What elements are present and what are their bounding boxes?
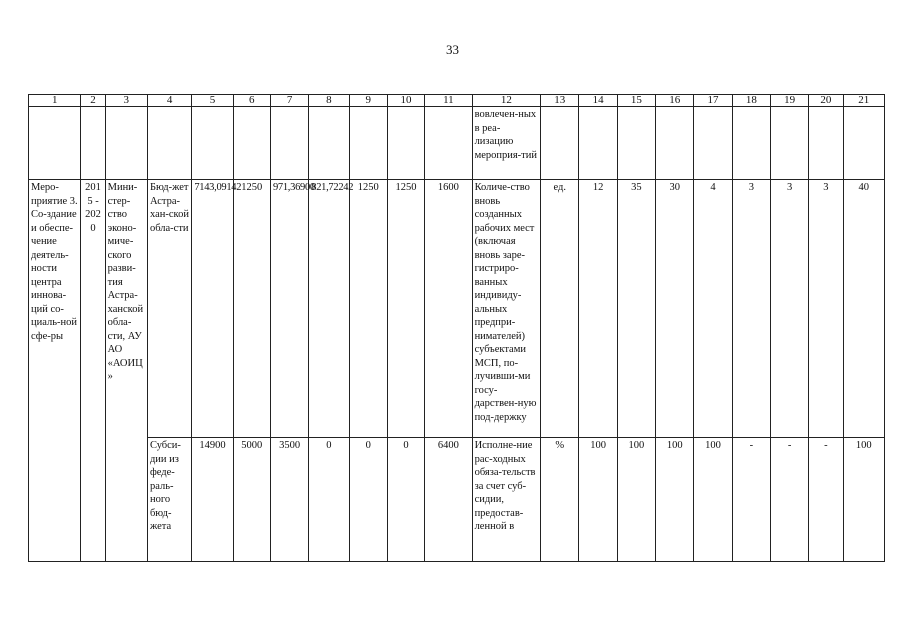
amount-cell: 14900 xyxy=(192,438,233,562)
amount-cell: 0 xyxy=(349,438,387,562)
header-cell: 14 xyxy=(579,95,617,107)
header-cell: 3 xyxy=(105,95,147,107)
table-cell xyxy=(770,107,808,180)
table-cell xyxy=(387,107,424,180)
value-cell: 100 xyxy=(656,438,694,562)
value-cell: 3 xyxy=(732,180,770,438)
table-cell xyxy=(617,107,655,180)
amount-cell: 5000 xyxy=(233,438,270,562)
header-cell: 7 xyxy=(270,95,308,107)
amount-cell: 1250 xyxy=(233,180,270,438)
table-row xyxy=(29,438,885,562)
table-cell xyxy=(105,107,147,180)
header-cell: 16 xyxy=(656,95,694,107)
amount-cell: 1250 xyxy=(387,180,424,438)
program-table xyxy=(28,94,885,562)
header-cell: 15 xyxy=(617,95,655,107)
table-cell xyxy=(309,107,349,180)
value-cell: - xyxy=(732,438,770,562)
indicator-text: Количе-ство вновь созданных рабочих мест (включая вновь заре-гистриро-ванных индивиду-альных предпри-нимателей) субъектами МСП, по-лучивши-ми госу-дарствен-ную под-держку xyxy=(472,180,541,438)
header-cell: 8 xyxy=(309,95,349,107)
value-cell: 100 xyxy=(617,438,655,562)
value-cell: - xyxy=(770,438,808,562)
header-cell: 21 xyxy=(843,95,884,107)
table-cell xyxy=(192,107,233,180)
value-cell: 3 xyxy=(809,180,843,438)
table-row xyxy=(29,180,885,438)
indicator-text: вовлечен-ных в реа-лизацию мероприя-тий xyxy=(472,107,541,180)
value-cell: 12 xyxy=(579,180,617,438)
amount-cell: 1250 xyxy=(349,180,387,438)
header-cell: 18 xyxy=(732,95,770,107)
unit-cell: ед. xyxy=(541,180,579,438)
value-cell: 30 xyxy=(656,180,694,438)
header-cell: 4 xyxy=(147,95,191,107)
header-cell: 1 xyxy=(29,95,81,107)
value-cell: - xyxy=(809,438,843,562)
executor-cell: Мини-стер-ство эконо-миче-ского разви-тия Астра-ханской обла-сти, АУ АО «АОИЦ» xyxy=(105,180,147,562)
header-cell: 6 xyxy=(233,95,270,107)
header-row xyxy=(29,95,885,107)
table-cell xyxy=(349,107,387,180)
table-cell xyxy=(732,107,770,180)
table-cell xyxy=(843,107,884,180)
table-cell xyxy=(425,107,472,180)
value-cell: 4 xyxy=(694,180,732,438)
value-cell: 100 xyxy=(843,438,884,562)
indicator-text: Исполне-ние рас-ходных обяза-тельств за счет суб-сидии, предостав-ленной в xyxy=(472,438,541,562)
value-cell: 100 xyxy=(579,438,617,562)
unit-cell: % xyxy=(541,438,579,562)
table-cell xyxy=(29,107,81,180)
amount-cell: 0 xyxy=(309,438,349,562)
header-cell: 19 xyxy=(770,95,808,107)
header-cell: 10 xyxy=(387,95,424,107)
period-cell: 2015 - 2020 xyxy=(81,180,105,562)
header-cell: 12 xyxy=(472,95,541,107)
table-cell xyxy=(579,107,617,180)
table-cell xyxy=(809,107,843,180)
amount-cell: 821,72242 xyxy=(309,180,349,438)
header-cell: 11 xyxy=(425,95,472,107)
table-cell xyxy=(656,107,694,180)
amount-cell: 0 xyxy=(387,438,424,562)
header-cell: 9 xyxy=(349,95,387,107)
funding-source: Бюд-жет Астра-хан-ской обла-сти xyxy=(147,180,191,438)
table-cell xyxy=(694,107,732,180)
table-cell xyxy=(541,107,579,180)
amount-cell: 7143,09142 xyxy=(192,180,233,438)
header-cell: 2 xyxy=(81,95,105,107)
table-row xyxy=(29,107,885,180)
header-cell: 5 xyxy=(192,95,233,107)
table-cell xyxy=(270,107,308,180)
amount-cell: 971,36900 xyxy=(270,180,308,438)
value-cell: 35 xyxy=(617,180,655,438)
table-cell xyxy=(233,107,270,180)
table-cell xyxy=(81,107,105,180)
value-cell: 3 xyxy=(770,180,808,438)
amount-cell: 6400 xyxy=(425,438,472,562)
table-cell xyxy=(147,107,191,180)
value-cell: 100 xyxy=(694,438,732,562)
header-cell: 17 xyxy=(694,95,732,107)
measure-name: Меро-приятие 3. Со-здание и обеспе-чение деятель-ности центра иннова-ций со-циаль-ной сфе-ры xyxy=(29,180,81,562)
amount-cell: 3500 xyxy=(270,438,308,562)
amount-cell: 1600 xyxy=(425,180,472,438)
funding-source: Субси-дии из феде-раль-ного бюд-жета xyxy=(147,438,191,562)
header-cell: 13 xyxy=(541,95,579,107)
header-cell: 20 xyxy=(809,95,843,107)
page-number: 33 xyxy=(446,42,459,57)
value-cell: 40 xyxy=(843,180,884,438)
